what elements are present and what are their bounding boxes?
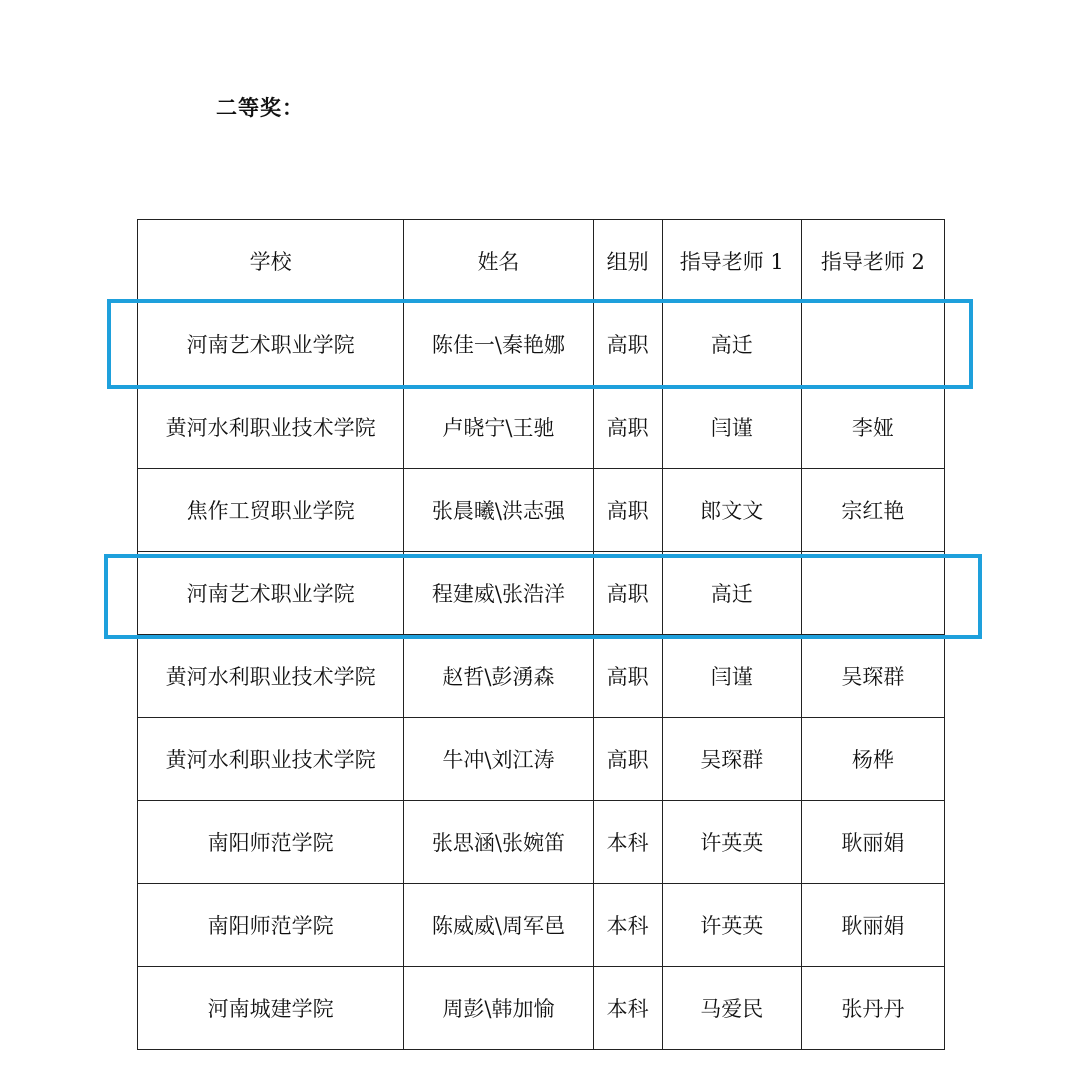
awards-table bbox=[137, 219, 945, 1050]
header-school: 学校 bbox=[138, 220, 404, 303]
cell-school: 黄河水利职业技术学院 bbox=[138, 386, 404, 469]
cell-name: 卢晓宁\王驰 bbox=[404, 386, 593, 469]
table-row bbox=[138, 635, 945, 718]
cell-school: 南阳师范学院 bbox=[138, 801, 404, 884]
table-row bbox=[138, 967, 945, 1050]
cell-group: 高职 bbox=[593, 635, 662, 718]
cell-teacher2: 李娅 bbox=[801, 386, 944, 469]
cell-name: 张思涵\张婉笛 bbox=[404, 801, 593, 884]
cell-teacher1: 许英英 bbox=[662, 801, 801, 884]
header-name: 姓名 bbox=[404, 220, 593, 303]
cell-school: 焦作工贸职业学院 bbox=[138, 469, 404, 552]
cell-school: 黄河水利职业技术学院 bbox=[138, 718, 404, 801]
cell-school: 河南城建学院 bbox=[138, 967, 404, 1050]
cell-teacher2: 宗红艳 bbox=[801, 469, 944, 552]
table-row bbox=[138, 469, 945, 552]
cell-group: 本科 bbox=[593, 801, 662, 884]
cell-name: 赵哲\彭湧森 bbox=[404, 635, 593, 718]
cell-name: 张晨曦\洪志强 bbox=[404, 469, 593, 552]
cell-group: 高职 bbox=[593, 469, 662, 552]
cell-group: 本科 bbox=[593, 884, 662, 967]
cell-teacher2: 杨桦 bbox=[801, 718, 944, 801]
cell-group: 高职 bbox=[593, 718, 662, 801]
header-teacher2: 指导老师 2 bbox=[801, 220, 944, 303]
cell-teacher2 bbox=[801, 552, 944, 635]
cell-name: 陈威威\周军邑 bbox=[404, 884, 593, 967]
cell-teacher1: 闫谨 bbox=[662, 386, 801, 469]
cell-school: 河南艺术职业学院 bbox=[138, 552, 404, 635]
cell-group: 高职 bbox=[593, 386, 662, 469]
cell-teacher2: 耿丽娟 bbox=[801, 884, 944, 967]
cell-teacher2 bbox=[801, 303, 944, 386]
cell-school: 黄河水利职业技术学院 bbox=[138, 635, 404, 718]
table-row bbox=[138, 552, 945, 635]
cell-teacher1: 吴琛群 bbox=[662, 718, 801, 801]
header-teacher1: 指导老师 1 bbox=[662, 220, 801, 303]
cell-teacher1: 高迁 bbox=[662, 303, 801, 386]
table-row bbox=[138, 303, 945, 386]
cell-name: 周彭\韩加愉 bbox=[404, 967, 593, 1050]
cell-name: 牛冲\刘江涛 bbox=[404, 718, 593, 801]
cell-name: 陈佳一\秦艳娜 bbox=[404, 303, 593, 386]
cell-group: 本科 bbox=[593, 967, 662, 1050]
cell-teacher2: 张丹丹 bbox=[801, 967, 944, 1050]
cell-teacher2: 吴琛群 bbox=[801, 635, 944, 718]
table-header-row bbox=[138, 220, 945, 303]
header-group: 组别 bbox=[593, 220, 662, 303]
cell-name: 程建威\张浩洋 bbox=[404, 552, 593, 635]
cell-group: 高职 bbox=[593, 552, 662, 635]
cell-teacher1: 郎文文 bbox=[662, 469, 801, 552]
cell-school: 南阳师范学院 bbox=[138, 884, 404, 967]
cell-school: 河南艺术职业学院 bbox=[138, 303, 404, 386]
cell-teacher1: 许英英 bbox=[662, 884, 801, 967]
table-row bbox=[138, 801, 945, 884]
cell-teacher1: 高迁 bbox=[662, 552, 801, 635]
table-row bbox=[138, 386, 945, 469]
cell-teacher1: 闫谨 bbox=[662, 635, 801, 718]
cell-teacher1: 马爱民 bbox=[662, 967, 801, 1050]
table-row bbox=[138, 884, 945, 967]
section-heading: 二等奖： bbox=[216, 96, 304, 120]
table-row bbox=[138, 718, 945, 801]
cell-teacher2: 耿丽娟 bbox=[801, 801, 944, 884]
cell-group: 高职 bbox=[593, 303, 662, 386]
